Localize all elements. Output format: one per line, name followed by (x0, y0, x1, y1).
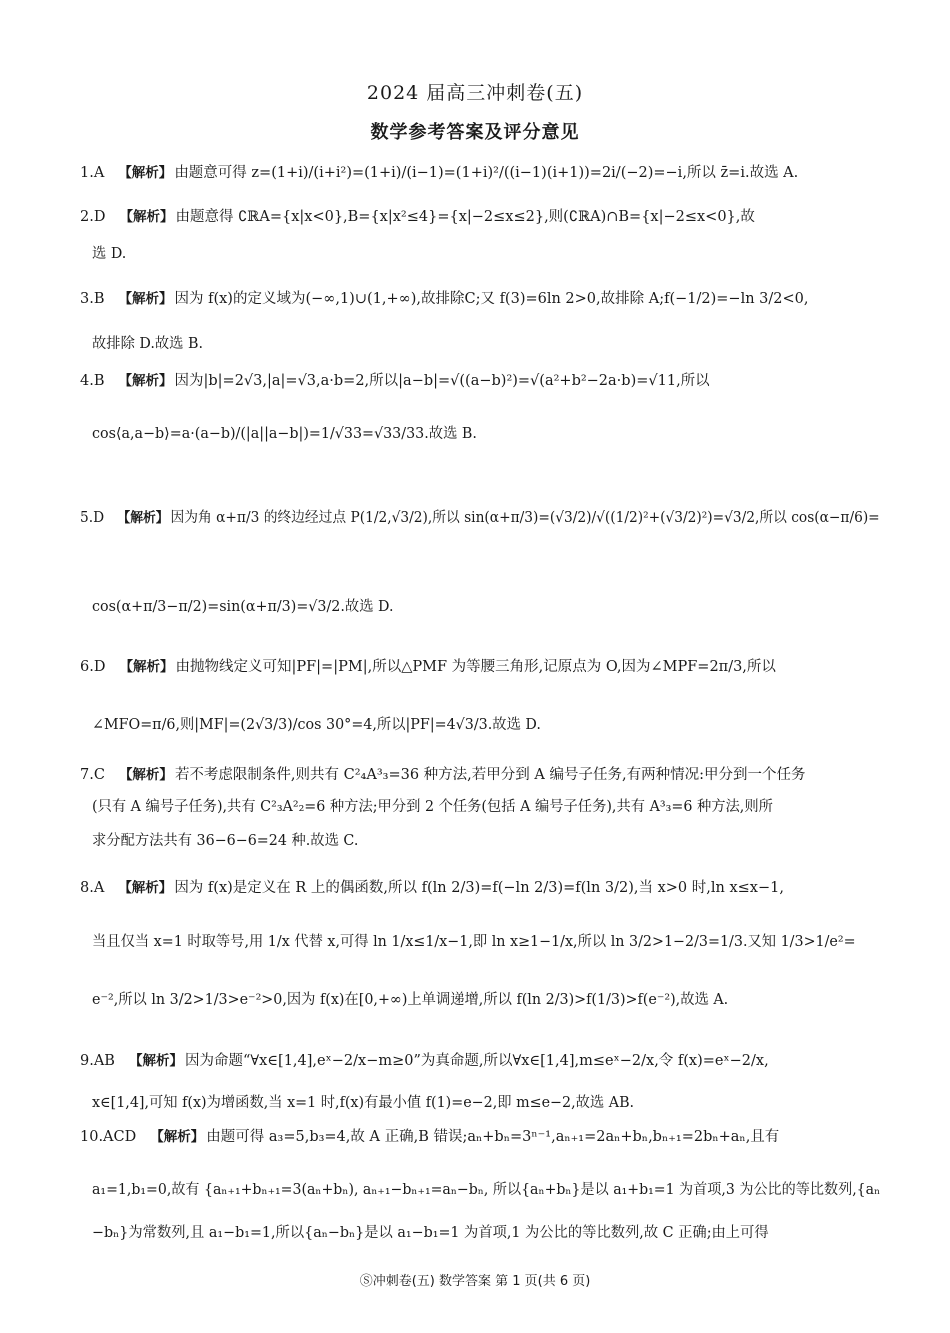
answer-continuation: 故排除 D.故选 B. (92, 336, 204, 352)
answer-number: 5.D (80, 510, 105, 526)
answer-text: 由题可得 a₃=5,b₃=4,故 A 正确,B 错误;aₙ+bₙ=3ⁿ⁻¹,aₙ₊₁=2aₙ+bₙ,bₙ₊₁=2bₙ+aₙ,且有 (206, 1129, 780, 1145)
answer-number: 3.B (80, 291, 105, 307)
answer-number: 8.A (80, 880, 105, 896)
analysis-tag: 【解析】 (117, 510, 169, 526)
answer-item (80, 508, 880, 528)
analysis-tag: 【解析】 (150, 1129, 205, 1145)
answer-text: 因为角 α+π/3 的终边经过点 P(1/2,√3/2),所以 sin(α+π/3)=(√3/2)/√((1/2)²+(√3/2)²)=√3/2,所以 cos(α−π/6)= (170, 510, 880, 526)
answer-text: 由题意可得 z=(1+i)/(i+i²)=(1+i)/(i−1)=(1+i)²/((i−1)(i+1))=2i/(−2)=−i,所以 z̄=i.故选 A. (174, 165, 799, 181)
answer-continuation: e⁻²,所以 ln 3/2>1/3>e⁻²>0,因为 f(x)在[0,+∞)上单调递增,所以 f(ln 2/3)>f(1/3)>f(e⁻²),故选 A. (92, 992, 729, 1008)
analysis-tag: 【解析】 (119, 209, 174, 225)
analysis-tag: 【解析】 (118, 165, 173, 181)
answer-continuation: x∈[1,4],可知 f(x)为增函数,当 x=1 时,f(x)有最小值 f(1)=e−2,即 m≤e−2,故选 AB. (92, 1095, 635, 1111)
answer-item (80, 207, 880, 227)
answer-continuation: 求分配方法共有 36−6−6=24 种.故选 C. (92, 833, 359, 849)
answer-number: 4.B (80, 373, 105, 389)
answer-text: 因为命题“∀x∈[1,4],eˣ−2/x−m≥0”为真命题,所以∀x∈[1,4],m≤eˣ−2/x,令 f(x)=eˣ−2/x, (184, 1053, 769, 1069)
analysis-tag: 【解析】 (118, 373, 173, 389)
answer-item (80, 878, 880, 898)
answer-item (80, 765, 880, 785)
answer-text: 若不考虑限制条件,则共有 C²₄A³₃=36 种方法,若甲分到 A 编号子任务,有两种情况:甲分到一个任务 (174, 767, 806, 783)
answer-continuation: ∠MFO=π/6,则|MF|=(2√3/3)/cos 30°=4,所以|PF|=4√3/3.故选 D. (92, 717, 541, 733)
answer-continuation: cos⟨a,a−b⟩=a·(a−b)/(|a||a−b|)=1/√33=√33/33.故选 B. (92, 426, 477, 442)
answer-continuation: 当且仅当 x=1 时取等号,用 1/x 代替 x,可得 ln 1/x≤1/x−1,即 ln x≥1−1/x,所以 ln 3/2>1−2/3=1/3.又知 1/3>1/e²= (92, 934, 856, 950)
answer-item (80, 289, 880, 309)
answer-number: 9.AB (80, 1053, 115, 1069)
answer-continuation: cos(α+π/3−π/2)=sin(α+π/3)=√3/2.故选 D. (92, 599, 394, 615)
page-subtitle: 数学参考答案及评分意见 (370, 122, 580, 143)
answer-text: 因为 f(x)是定义在 R 上的偶函数,所以 f(ln 2/3)=f(−ln 2/3)=f(ln 3/2),当 x>0 时,ln x≤x−1, (174, 880, 784, 896)
analysis-tag: 【解析】 (118, 291, 173, 307)
answer-continuation: 选 D. (92, 246, 127, 262)
answer-number: 6.D (80, 659, 106, 675)
answer-item (80, 371, 880, 391)
answer-text: 由抛物线定义可知|PF|=|PM|,所以△PMF 为等腰三角形,记原点为 O,因为∠MPF=2π/3,所以 (175, 659, 776, 675)
page-title: 2024 届高三冲刺卷(五) (366, 82, 584, 104)
answer-item (80, 657, 880, 677)
answer-number: 10.ACD (80, 1129, 137, 1145)
analysis-tag: 【解析】 (118, 767, 173, 783)
answer-item (80, 1127, 880, 1147)
answer-text: 由题意得 ∁ℝA={x|x<0},B={x|x²≤4}={x|−2≤x≤2},则(∁ℝA)∩B={x|−2≤x<0},故 (175, 209, 755, 225)
analysis-tag: 【解析】 (119, 659, 174, 675)
analysis-tag: 【解析】 (128, 1053, 183, 1069)
answer-text: 因为 f(x)的定义域为(−∞,1)∪(1,+∞),故排除C;又 f(3)=6ln 2>0,故排除 A;f(−1/2)=−ln 3/2<0, (174, 291, 809, 307)
analysis-tag: 【解析】 (118, 880, 173, 896)
answer-continuation: a₁=1,b₁=0,故有 {aₙ₊₁+bₙ₊₁=3(aₙ+bₙ), aₙ₊₁−bₙ₊₁=aₙ−bₙ, 所以{aₙ+bₙ}是以 a₁+b₁=1 为首项,3 为公比的等比数列,{aₙ (92, 1182, 881, 1198)
answer-number: 7.C (80, 767, 105, 783)
answer-item (80, 163, 880, 183)
page-footer: Ⓢ冲刺卷(五) 数学答案 第 1 页(共 6 页) (359, 1274, 591, 1289)
answer-number: 1.A (80, 165, 105, 181)
answer-continuation: (只有 A 编号子任务),共有 C²₃A²₂=6 种方法;甲分到 2 个任务(包括 A 编号子任务),共有 A³₃=6 种方法,则所 (92, 799, 773, 815)
answer-number: 2.D (80, 209, 106, 225)
answer-continuation: −bₙ}为常数列,且 a₁−b₁=1,所以{aₙ−bₙ}是以 a₁−b₁=1 为首项,1 为公比的等比数列,故 C 正确;由上可得 (92, 1225, 769, 1241)
answer-item (80, 1051, 880, 1071)
answer-text: 因为|b|=2√3,|a|=√3,a·b=2,所以|a−b|=√((a−b)²)=√(a²+b²−2a·b)=√11,所以 (174, 373, 710, 389)
